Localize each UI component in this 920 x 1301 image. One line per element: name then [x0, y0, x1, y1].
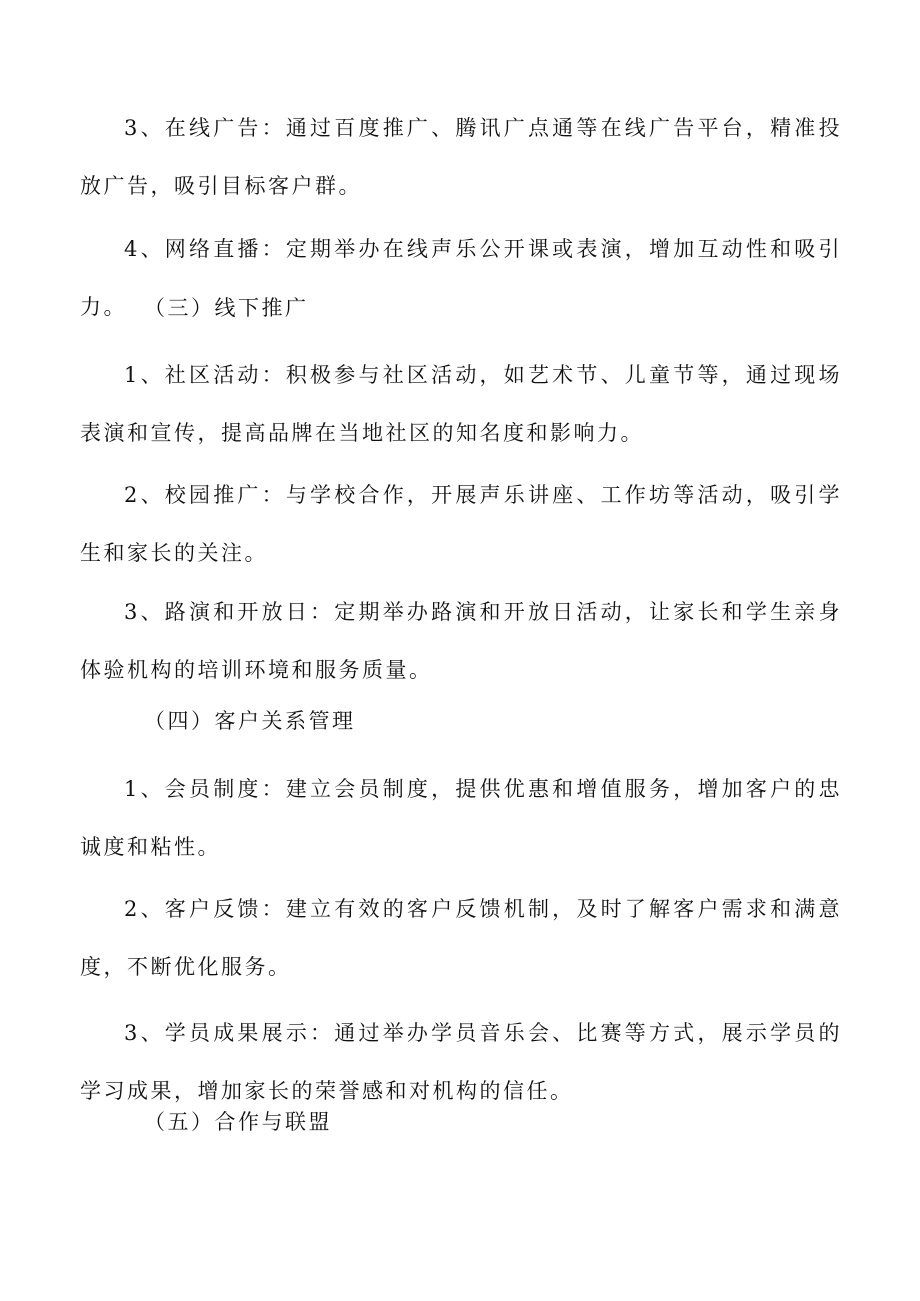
- paragraph-online-ads: 3、在线广告：通过百度推广、腾讯广点通等在线广告平台，精准投放广告，吸引目标客户群。: [80, 116, 842, 198]
- section-heading-customer-relations: （四）客户关系管理: [144, 709, 356, 733]
- section-heading-cooperation-alliance: （五）合作与联盟: [144, 1110, 332, 1134]
- paragraph-community-activities: 1、社区活动：积极参与社区活动，如艺术节、儿童节等，通过现场表演和宣传，提高品牌在当地社区的知名度和影响力。: [80, 363, 842, 445]
- paragraph-student-showcase: 3、学员成果展示：通过举办学员音乐会、比赛等方式，展示学员的学习成果，增加家长的荣誉感和对机构的信任。: [80, 1021, 842, 1103]
- paragraph-customer-feedback: 2、客户反馈：建立有效的客户反馈机制，及时了解客户需求和满意度，不断优化服务。: [80, 897, 842, 979]
- paragraph-roadshow-open-day: 3、路演和开放日：定期举办路演和开放日活动，让家长和学生亲身体验机构的培训环境和服务质量。: [80, 600, 842, 682]
- paragraph-live-stream: 4、网络直播：定期举办在线声乐公开课或表演，增加互动性和吸引力。: [80, 237, 842, 319]
- paragraph-membership: 1、会员制度：建立会员制度，提供优惠和增值服务，增加客户的忠诚度和粘性。: [80, 777, 842, 859]
- paragraph-campus-promotion: 2、校园推广：与学校合作，开展声乐讲座、工作坊等活动，吸引学生和家长的关注。: [80, 483, 842, 565]
- section-heading-offline-promotion: （三）线下推广: [144, 296, 309, 320]
